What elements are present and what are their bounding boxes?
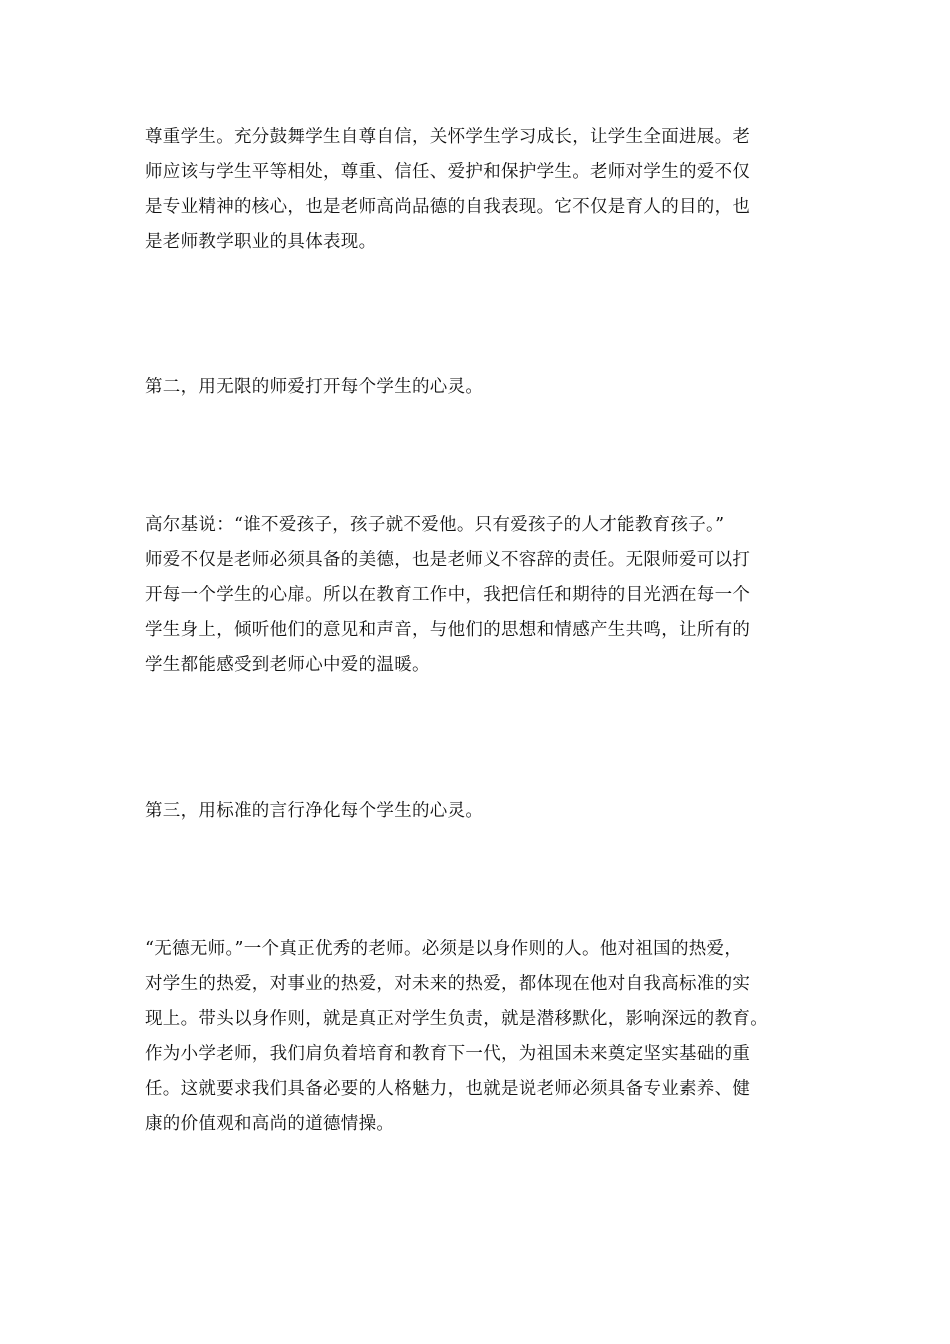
text-line: 现上。带头以身作则，就是真正对学生负责，就是潜移默化，影响深远的教育。 xyxy=(145,1009,768,1029)
text-line: 是老师教学职业的具体表现。 xyxy=(145,232,377,252)
paragraph-virtue-teacher xyxy=(145,932,810,1142)
text-line: “无德无师。”一个真正优秀的老师。必须是以身作则的人。他对祖国的热爱， xyxy=(145,939,743,959)
text-line: 师爱不仅是老师必须具备的美德，也是老师义不容辞的责任。无限师爱可以打 xyxy=(145,550,751,570)
text-line: 任。这就要求我们具备必要的人格魅力，也就是说老师必须具备专业素养、健 xyxy=(145,1079,751,1099)
text-line: 第三，用标准的言行净化每个学生的心灵。 xyxy=(145,801,484,821)
text-line: 高尔基说：“谁不爱孩子，孩子就不爱他。只有爱孩子的人才能教育孩子。” xyxy=(145,515,725,535)
text-line: 学生身上，倾听他们的意见和声音，与他们的思想和情感产生共鸣，让所有的 xyxy=(145,620,751,640)
paragraph-respect-students xyxy=(145,120,810,260)
text-line: 作为小学老师，我们肩负着培育和教育下一代，为祖国未来奠定坚实基础的重 xyxy=(145,1044,751,1064)
text-line: 学生都能感受到老师心中爱的温暖。 xyxy=(145,655,430,675)
text-line: 尊重学生。充分鼓舞学生自尊自信，关怀学生学习成长，让学生全面进展。老 xyxy=(145,127,751,147)
text-line: 师应该与学生平等相处，尊重、信任、爱护和保护学生。老师对学生的爱不仅 xyxy=(145,162,751,182)
text-line: 对学生的热爱，对事业的热爱，对未来的热爱，都体现在他对自我高标准的实 xyxy=(145,974,751,994)
heading-second-point xyxy=(145,370,810,405)
heading-third-point xyxy=(145,794,810,829)
paragraph-gorky-quote xyxy=(145,508,810,683)
text-line: 是专业精神的核心，也是老师高尚品德的自我表现。它不仅是育人的目的，也 xyxy=(145,197,751,217)
text-line: 第二，用无限的师爱打开每个学生的心灵。 xyxy=(145,377,484,397)
text-line: 康的价值观和高尚的道德情操。 xyxy=(145,1114,395,1134)
text-line: 开每一个学生的心扉。所以在教育工作中，我把信任和期待的目光洒在每一个 xyxy=(145,585,751,605)
